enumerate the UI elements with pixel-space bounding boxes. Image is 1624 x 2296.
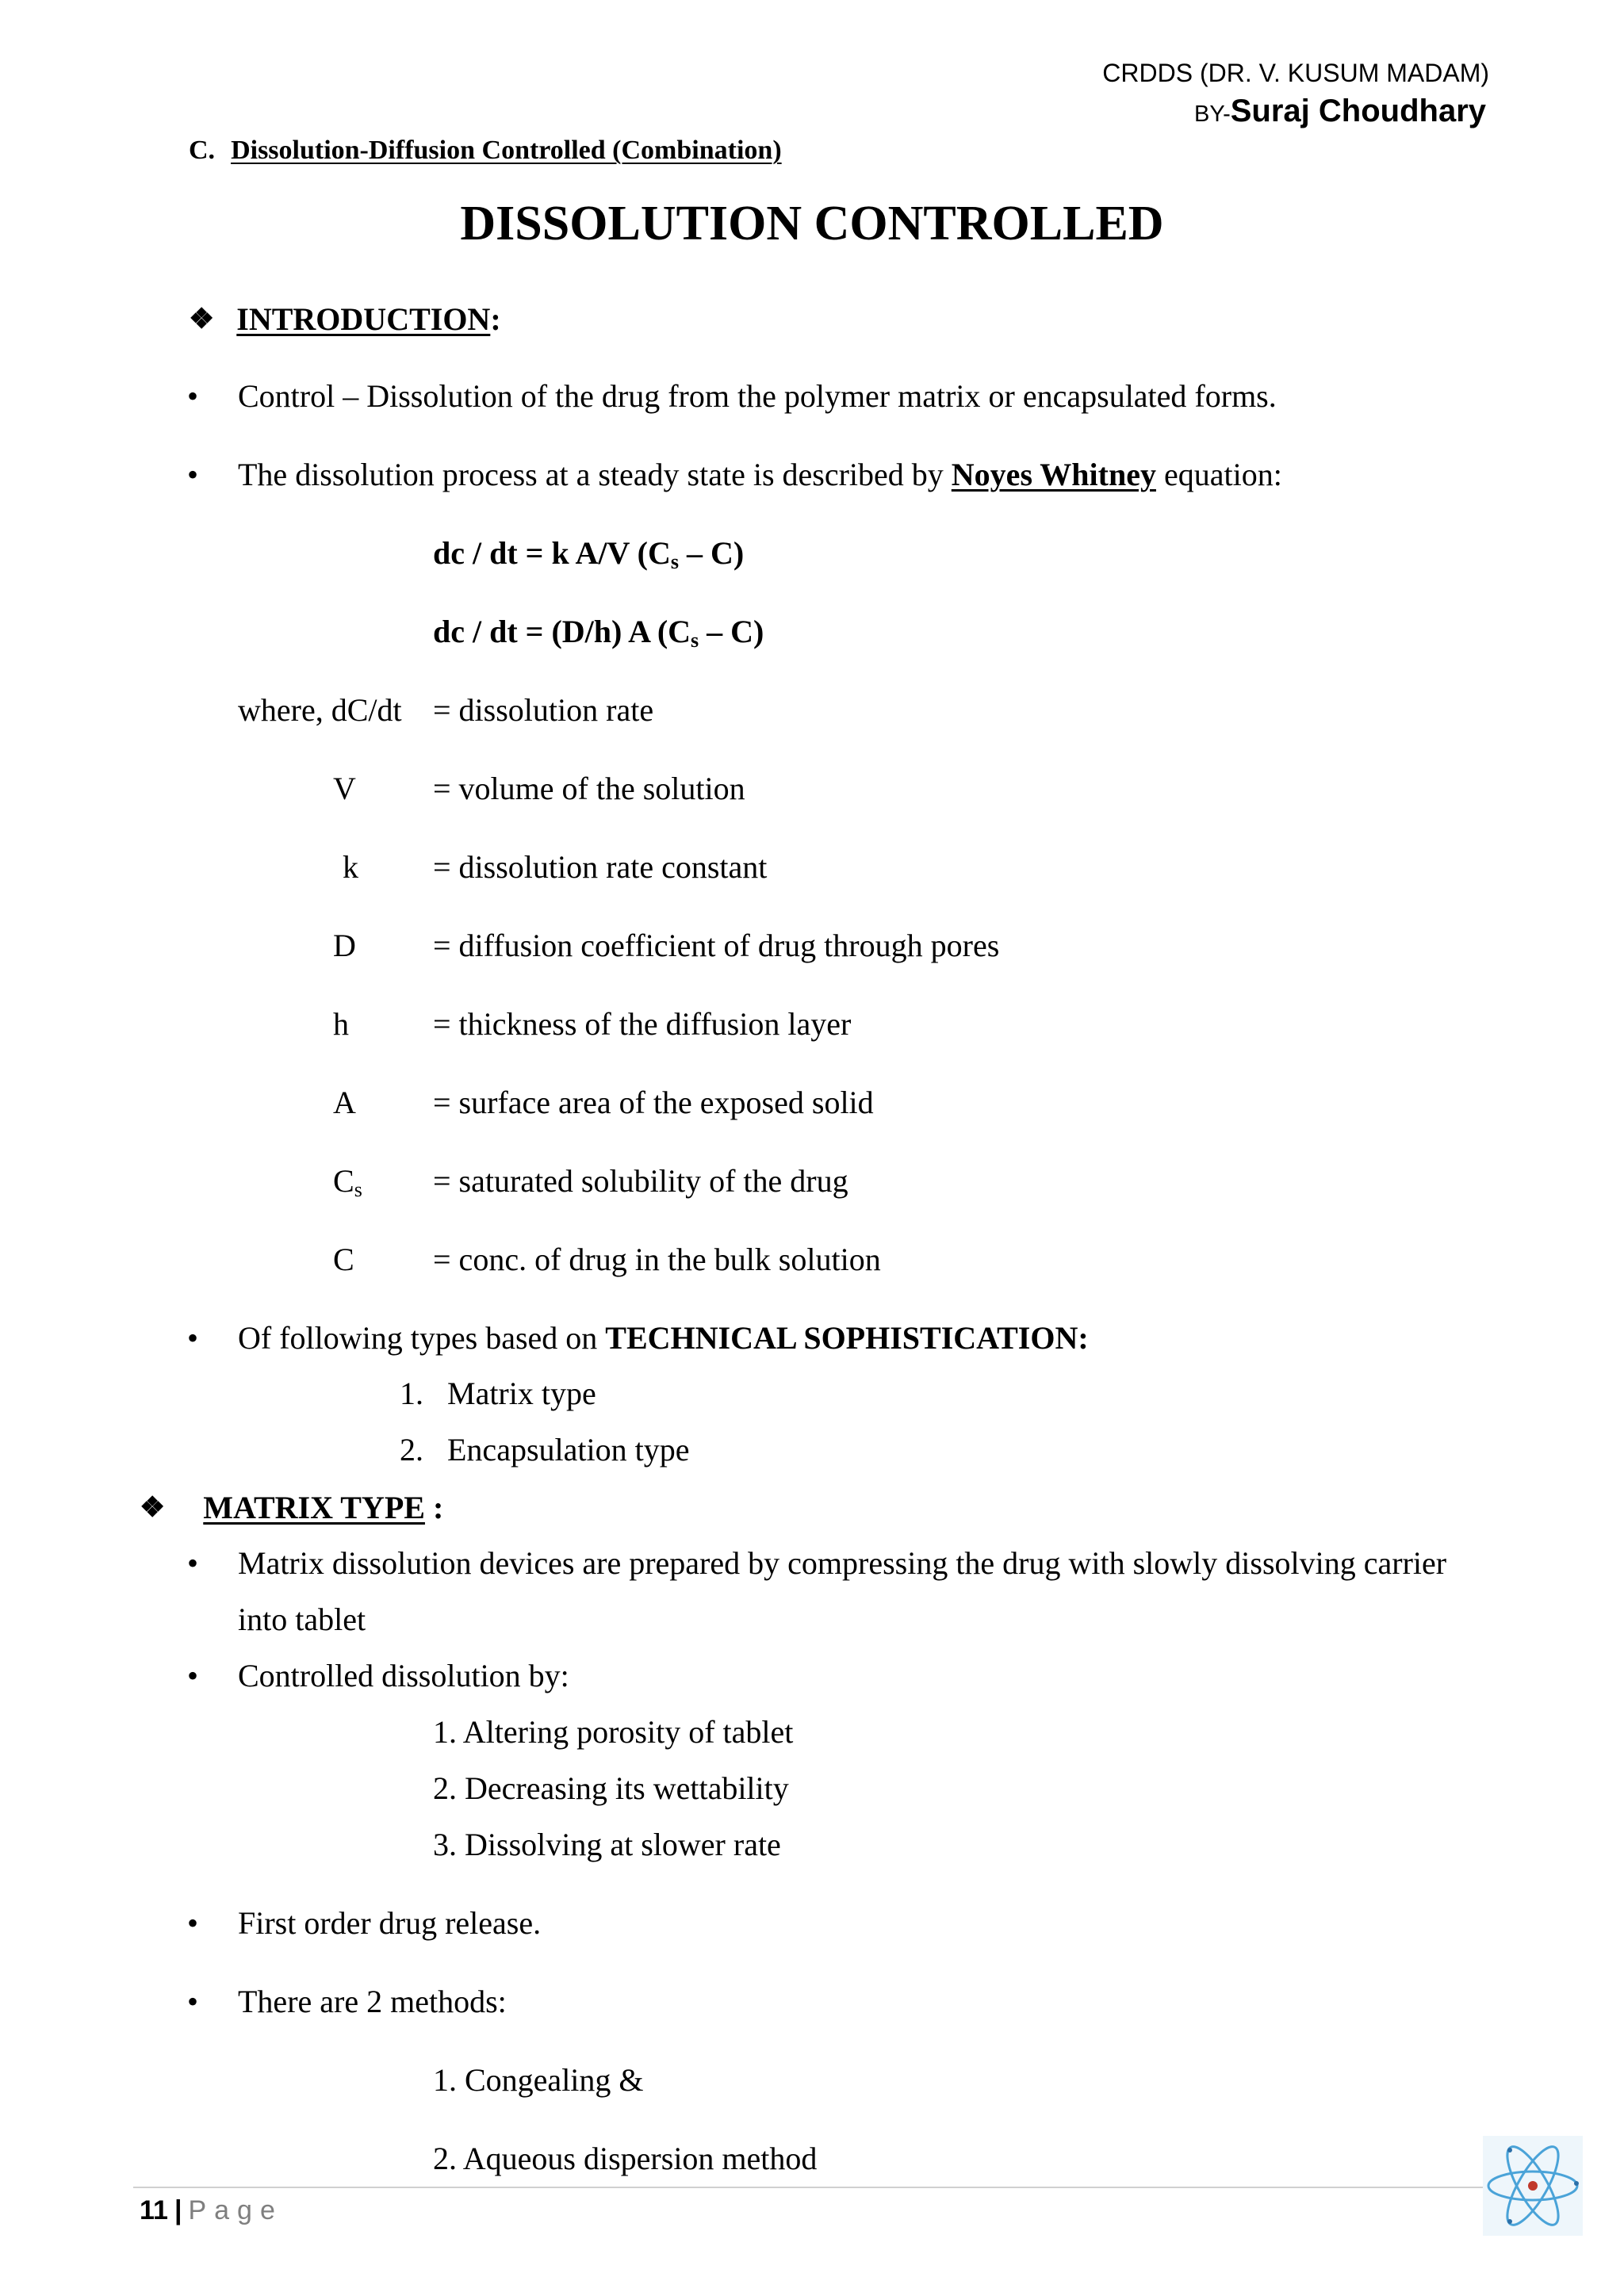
method-list-item: 2. Aqueous dispersion method (433, 2141, 818, 2176)
control-list-item: 3. Dissolving at slower rate (433, 1827, 781, 1862)
variable-definition: = conc. of drug in the bulk solution (433, 1242, 881, 1277)
type-list-item: 2. Encapsulation type (400, 1432, 690, 1468)
matrix-heading: ❖ MATRIX TYPE : (140, 1490, 444, 1525)
section-c-text: Dissolution-Diffusion Controlled (Combination) (231, 136, 782, 165)
where-label: where, dC/dt (238, 692, 402, 728)
bullet-icon: • (187, 1320, 199, 1356)
equation-1: dc / dt = k A/V $(C_s - C)$ (433, 535, 745, 573)
variable-symbol: D (333, 928, 356, 963)
page-title: DISSOLUTION CONTROLLED (460, 197, 1164, 251)
matrix-heading-text: MATRIX TYPE (203, 1490, 425, 1525)
diamond-bullet-icon: ❖ (140, 1491, 166, 1523)
variable-definition: = diffusion coefficient of drug through pores (433, 928, 1000, 963)
section-c-label: C. (189, 136, 216, 165)
control-list-item: 2. Decreasing its wettability (433, 1770, 789, 1806)
section-c-heading (189, 133, 782, 168)
variable-definition: = volume of the solution (433, 771, 745, 806)
matrix-bullet-devices-line1: Matrix dissolution devices are prepared by compressing the drug with slowly dissolving carrier (238, 1545, 1447, 1581)
bullet-icon: • (187, 1984, 199, 2019)
variable-symbol: A (333, 1085, 356, 1120)
method-list-item: 1. Congealing & (433, 2062, 644, 2098)
page-number: 11 (140, 2195, 168, 2225)
footer-divider (133, 2187, 1509, 2188)
header-author-name: Suraj Choudhary (1230, 94, 1486, 128)
matrix-bullet-controlled: Controlled dissolution by: (238, 1658, 569, 1693)
control-list-item: 1. Altering porosity of tablet (433, 1714, 794, 1750)
type-list-item: 1. Matrix type (400, 1376, 596, 1411)
bullet-icon: • (187, 1658, 199, 1693)
intro-heading-text: INTRODUCTION (236, 301, 491, 337)
intro-heading: ❖ INTRODUCTION: (189, 301, 501, 337)
page-label: Page (188, 2195, 283, 2225)
bullet-icon: • (187, 1905, 199, 1941)
diamond-bullet-icon: ❖ (189, 303, 215, 335)
variable-definition: = surface area of the exposed solid (433, 1085, 874, 1120)
bullet-icon: • (187, 1545, 199, 1581)
header-course-title: CRDDS (DR. V. KUSUM MADAM) (1102, 59, 1489, 87)
matrix-bullet-devices-line2: into tablet (238, 1601, 366, 1637)
variable-symbol: C (333, 1242, 354, 1277)
header-author-line (1194, 94, 1486, 129)
variable-symbol: V (333, 771, 356, 806)
intro-bullet-control: Control – Dissolution of the drug from the polymer matrix or encapsulated forms. (238, 378, 1277, 414)
atom-logo-icon (1481, 2134, 1584, 2237)
intro-bullet-types: Of following types based on TECHNICAL SOPHISTICATION: (238, 1320, 1089, 1356)
bullet-icon: • (187, 457, 199, 492)
matrix-bullet-first-order: First order drug release. (238, 1905, 542, 1941)
equation-2: dc / dt = (D/h) A $(C_s - C)$ (433, 614, 764, 652)
variable-definition: = saturated solubility of the drug (433, 1163, 848, 1199)
intro-bullet-noyes: The dissolution process at a steady state is described by Noyes Whitney equation: (238, 457, 1282, 492)
variable-definition: = thickness of the diffusion layer (433, 1006, 852, 1042)
matrix-bullet-methods: There are 2 methods: (238, 1984, 507, 2019)
variable-symbol: $C_s$ (333, 1163, 362, 1201)
variable-symbol: k (343, 849, 358, 885)
header-by-label: BY- (1194, 101, 1231, 127)
noyes-whitney-term: Noyes Whitney (951, 457, 1156, 492)
bullet-icon: • (187, 378, 199, 414)
page-footer: 11 | Page (140, 2195, 283, 2225)
variable-definition: = dissolution rate constant (433, 849, 768, 885)
variable-symbol: h (333, 1006, 349, 1042)
where-definition: = dissolution rate (433, 692, 654, 728)
